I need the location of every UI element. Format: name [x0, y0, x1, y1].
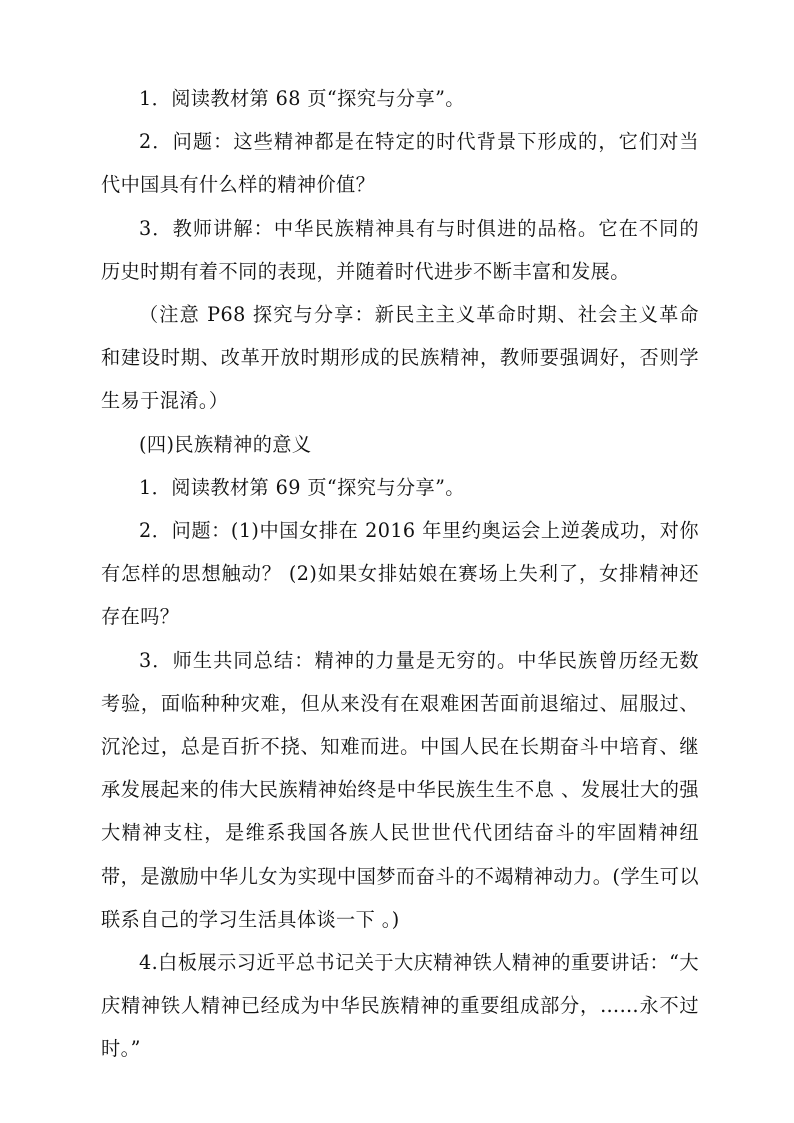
paragraph-read-textbook-p68: 1．阅读教材第 68 页“探究与分享”。: [139, 87, 465, 110]
document-body: [101, 77, 699, 1071]
paragraph-whiteboard-speech: 4.白板展示习近平总书记关于大庆精神铁人精神的重要讲话：“大庆精神铁人精神已经成为中华民族精神的重要组成部分，……永不过时。”: [101, 951, 699, 1061]
section-heading-significance: (四)民族精神的意义: [139, 432, 312, 456]
paragraph-read-textbook-p69: 1．阅读教材第 69 页“探究与分享”。: [139, 475, 465, 499]
paragraph-teacher-explanation: 3．教师讲解：中华民族精神具有与时俱进的品格。它在不同的历史时期有着不同的表现，并随着时代进步不断丰富和发展。: [101, 216, 699, 283]
paragraph-summary: 3．师生共同总结：精神的力量是无穷的。中华民族曾历经无数考验，面临种种灾难，但从来没有在艰难困苦面前退缩过、屈服过、沉沦过，总是百折不挠、知难而进。中国人民在长期奋斗中培育、继承发展起来的伟大民族精神始终是中华民族生生不息 、发展壮大的强大精神支柱，是维系我国各族人民世世代代团结奋斗的牢固精神纽带，是激励中华儿女为实现中国梦而奋斗的不竭精神动力。(学生可以联系自己的学习生活具体谈一下 。): [101, 648, 699, 931]
paragraph-question-volleyball: 2．问题：(1)中国女排在 2016 年里约奥运会上逆袭成功，对你有怎样的思想触动？ (2)如果女排姑娘在赛场上失利了，女排精神还存在吗？: [101, 519, 699, 629]
paragraph-question-spirit-value: 2．问题：这些精神都是在特定的时代背景下形成的，它们对当代中国具有什么样的精神价值？: [101, 130, 699, 197]
paragraph-note-p68: （注意 P68 探究与分享：新民主主义革命时期、社会主义革命和建设时期、改革开放时期形成的民族精神，教师要强调好，否则学生易于混淆。）: [101, 303, 699, 413]
